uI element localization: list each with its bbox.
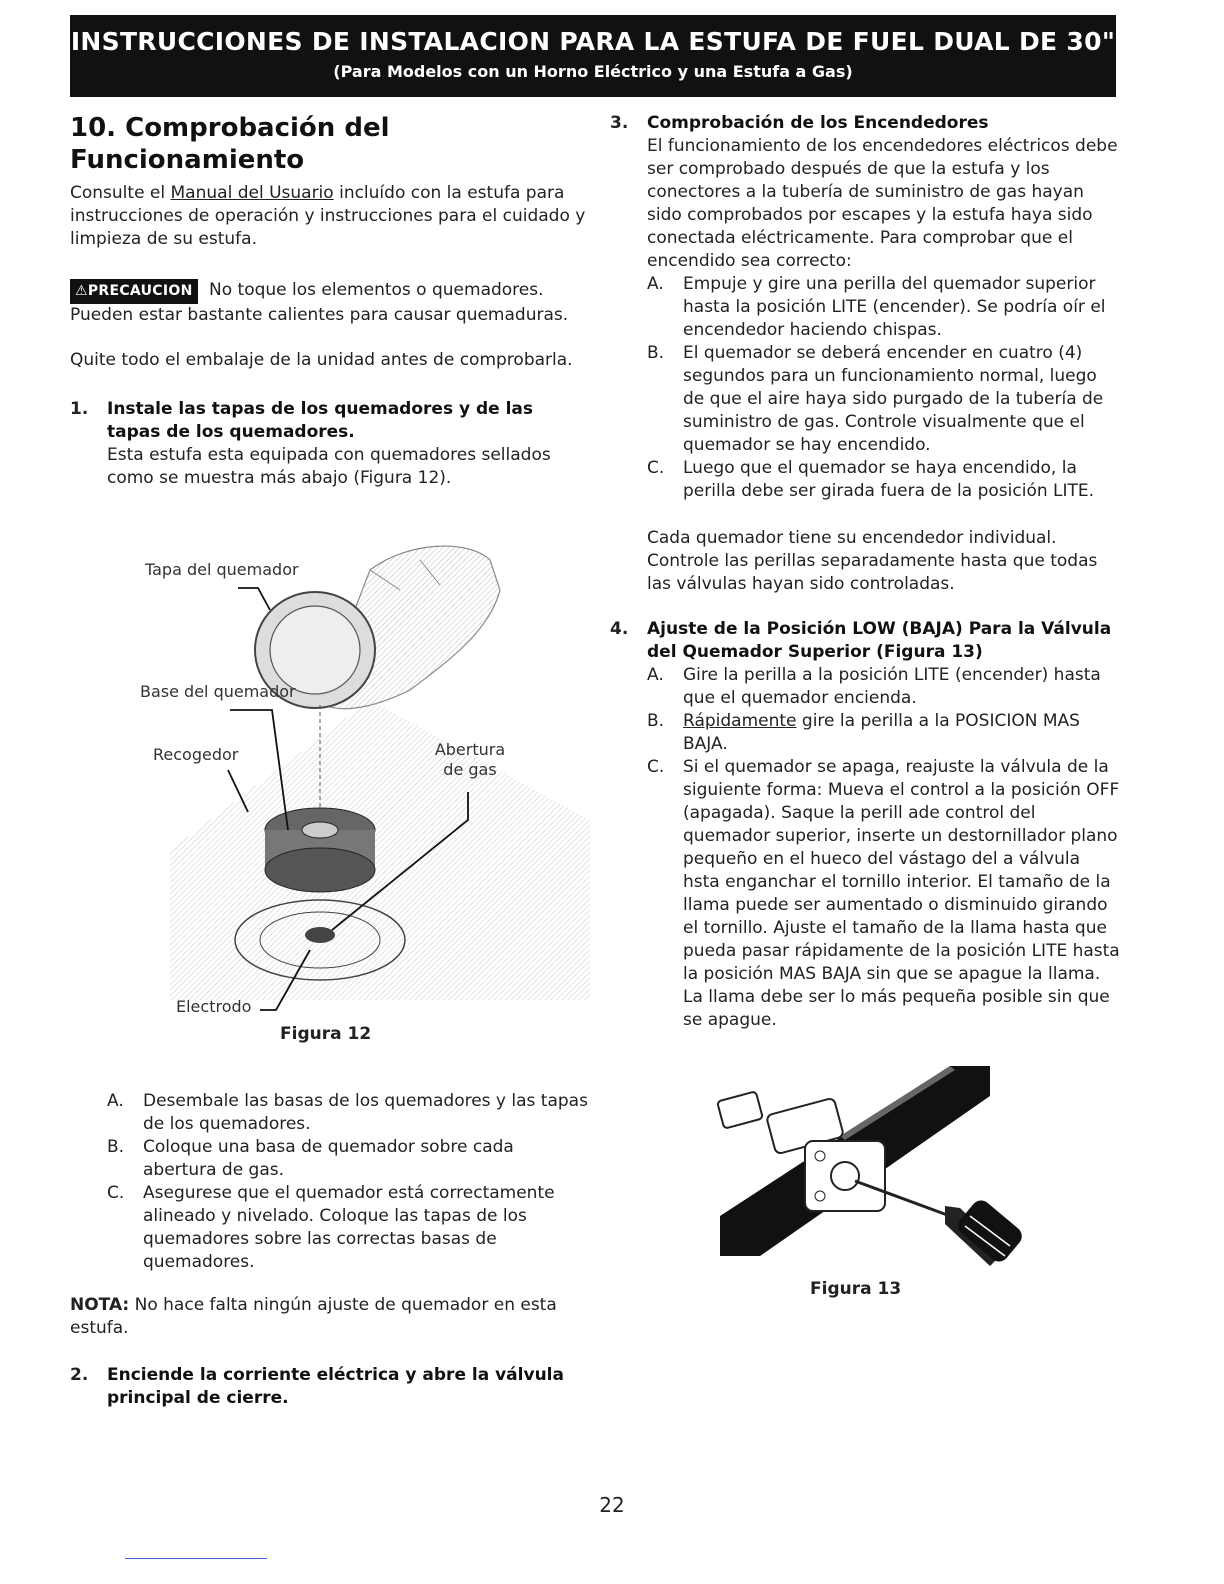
list-text: Luego que el quemador se haya encendido, la perilla debe ser girada fuera de la posición LITE. (683, 458, 1095, 501)
user-manual-reference: Manual del Usuario (170, 183, 334, 203)
nota-paragraph (70, 1294, 590, 1340)
unpack-paragraph: Quite todo el embalaje de la unidad antes de comprobarla. (70, 350, 573, 370)
header-subtitle: (Para Modelos con un Horno Eléctrico y una Estufa a Gas) (333, 62, 853, 81)
step-3-after: Cada quemador tiene su encendedor individual. Controle las perillas separadamente hasta que todas las válvulas hayan sido controladas. (647, 528, 1098, 594)
list-item (107, 1136, 590, 1182)
figure-12 (70, 530, 590, 1090)
figure-13 (610, 1046, 1120, 1306)
list-item (647, 756, 1120, 1032)
valve-adjustment-illustration (610, 1046, 1120, 1276)
label-tapa-del-quemador: Tapa del quemador (145, 560, 299, 579)
list-letter: B. (647, 343, 665, 363)
list-letter: C. (107, 1183, 125, 1203)
section-title: 10. Comprobación del Funcionamiento (70, 113, 390, 175)
list-letter: B. (647, 711, 665, 731)
step-2-number: 2. (70, 1365, 89, 1385)
rapidamente-emphasis: Rápidamente (683, 711, 797, 731)
step-1 (70, 398, 590, 490)
step-3-heading: Comprobación de los Encendedores (647, 113, 989, 133)
step-4-number: 4. (610, 619, 629, 639)
warning-text: No toque los elementos o quemadores. Pueden estar bastante calientes para causar quemaduras. (70, 280, 569, 325)
step-2 (70, 1364, 590, 1410)
warning-paragraph (70, 279, 590, 327)
label-electrodo: Electrodo (176, 997, 252, 1016)
figure-12-caption: Figura 12 (280, 1024, 372, 1044)
intro-paragraph (70, 182, 590, 251)
list-text: gire la perilla a la POSICION MAS BAJA. (683, 711, 1080, 754)
list-text: Desembale las basas de los quemadores y las tapas de los quemadores. (143, 1091, 588, 1134)
nota-text: No hace falta ningún ajuste de quemador en esta estufa. (70, 1295, 557, 1338)
step-1-number: 1. (70, 399, 89, 419)
page-number: 22 (599, 1493, 625, 1517)
step-4 (610, 618, 1120, 1032)
list-item (647, 342, 1120, 457)
label-base-del-quemador: Base del quemador (140, 682, 296, 701)
right-column (610, 112, 1120, 1306)
label-abertura-de-gas: Abertura de gas (434, 740, 506, 779)
step-1-heading: Instale las tapas de los quemadores y de las tapas de los quemadores. (107, 399, 534, 442)
list-text: Asegurese que el quemador está correctamente alineado y nivelado. Coloque las tapas de los quemadores sobre las correctas basas de quemadores. (143, 1183, 555, 1272)
list-letter: A. (647, 274, 664, 294)
list-item (647, 664, 1120, 710)
list-item (107, 1090, 590, 1136)
nota-label: NOTA: (70, 1295, 130, 1315)
list-letter: C. (647, 757, 665, 777)
left-column (70, 112, 590, 1410)
list-letter: A. (107, 1091, 124, 1111)
list-text: El quemador se deberá encender en cuatro (4) segundos para un funcionamiento normal, luego de que el aire haya sido purgado de la tubería de suministro de gas. Controle visualmente que el quemador se hay encendido. (683, 343, 1104, 455)
step-3-body: El funcionamiento de los encendedores eléctricos debe ser comprobado después de que la estufa y los conectores a la tubería de suministro de gas hayan sido comprobados por escapes y la estufa haya sido conectada eléctricamente. Para comprobar que el encendido sea correcto: (647, 136, 1118, 271)
list-text: Empuje y gire una perilla del quemador superior hasta la posición LITE (encender). Se podría oír el encendedor haciendo chispas. (683, 274, 1106, 340)
header-title: INSTRUCCIONES DE INSTALACION PARA LA ESTUFA DE FUEL DUAL DE 30" (70, 27, 1116, 56)
step-3 (610, 112, 1120, 596)
page-header (70, 15, 1116, 97)
step-3-number: 3. (610, 113, 629, 133)
list-item (647, 710, 1120, 756)
list-letter: A. (647, 665, 664, 685)
footer-divider (125, 1558, 267, 1559)
list-item (107, 1182, 590, 1274)
step-2-heading: Enciende la corriente eléctrica y abre la válvula principal de cierre. (107, 1365, 564, 1408)
label-recogedor: Recogedor (153, 745, 239, 764)
list-item (647, 457, 1120, 503)
step-1-body: Esta estufa esta equipada con quemadores sellados como se muestra más abajo (Figura 12). (107, 445, 551, 488)
burner-assembly-illustration (70, 530, 590, 1040)
precaucion-badge: ⚠PRECAUCION (70, 279, 198, 304)
intro-text-b: incluído con la estufa para instrucciones de operación y instrucciones para el cuidado y limpieza de su estufa. (70, 183, 586, 249)
step-4-heading: Ajuste de la Posición LOW (BAJA) Para la Válvula del Quemador Superior (Figura 13) (647, 619, 1112, 662)
intro-text-a: Consulte el (70, 183, 171, 203)
figure-13-caption: Figura 13 (810, 1279, 902, 1299)
list-text: Coloque una basa de quemador sobre cada abertura de gas. (143, 1137, 514, 1180)
list-text: Gire la perilla a la posición LITE (encender) hasta que el quemador encienda. (683, 665, 1101, 708)
step-1-list (70, 1090, 590, 1274)
list-letter: C. (647, 458, 665, 478)
list-letter: B. (107, 1137, 125, 1157)
list-text: Si el quemador se apaga, reajuste la válvula de la siguiente forma: Mueva el control a la posición OFF (apagada). Saque la perill ade control del quemador superior, inserte un destornillador plano pequeño en el hueco del vástago del a válvula hsta enganchar el tornillo interior. El tamaño de la llama puede ser aumentado o disminuido girando el tornillo. Ajuste el tamaño de la llama hasta que pueda pasar rápidamente de la posición LITE hasta la posición MAS BAJA sin que se apague la llama. La llama debe ser lo más pequeña posible sin que se apague. (683, 757, 1120, 1030)
list-item (647, 273, 1120, 342)
